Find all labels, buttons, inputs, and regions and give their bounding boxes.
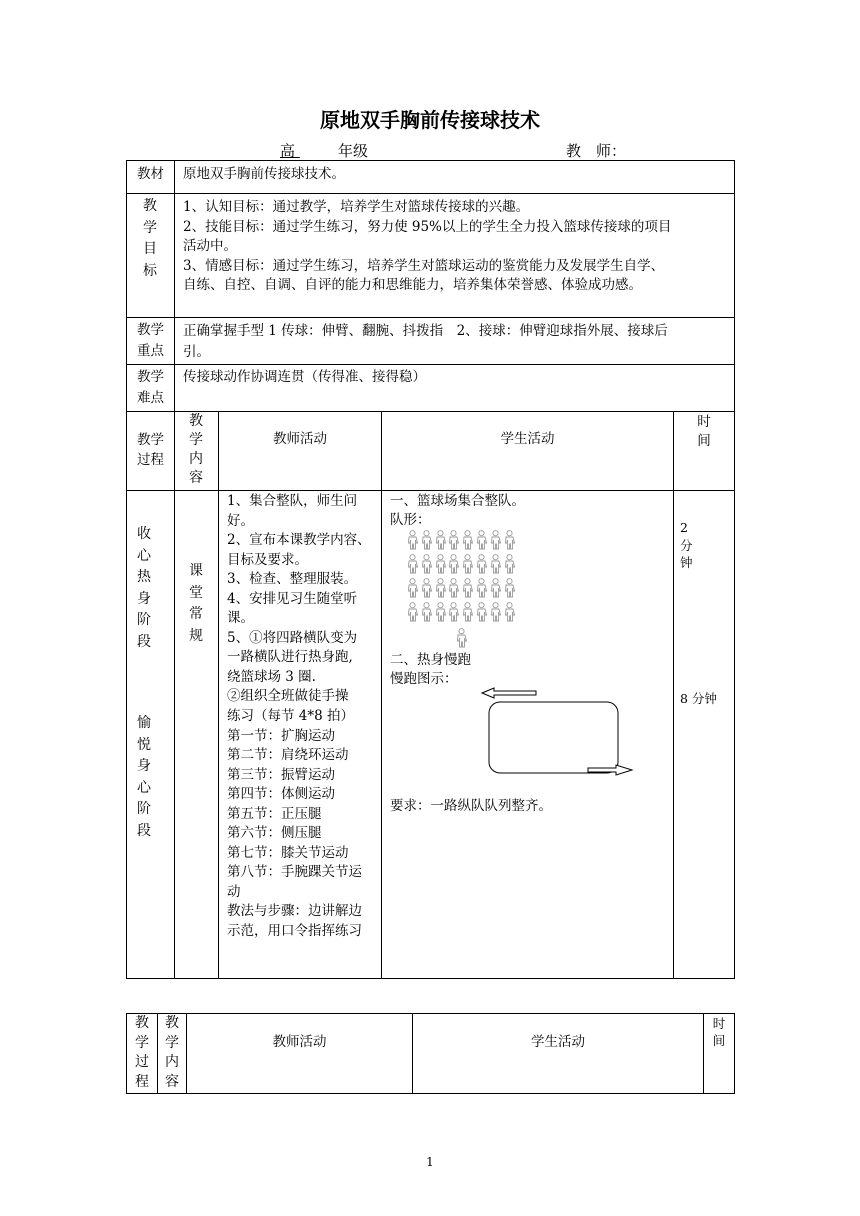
student-figure-icon bbox=[503, 602, 516, 622]
student-figure-icon bbox=[503, 554, 516, 574]
student-figure-icon bbox=[503, 578, 516, 598]
student-figure-icon bbox=[503, 530, 516, 550]
student-figure-icon bbox=[475, 578, 488, 598]
page-number: 1 bbox=[426, 1155, 434, 1169]
student-figure-icon bbox=[461, 602, 474, 622]
stage-warmup: 收 心 热 身 阶 段 bbox=[137, 526, 151, 650]
student-figure-icon bbox=[447, 602, 460, 622]
student-figure-icon bbox=[447, 554, 460, 574]
table2-content: 教 学 内 容 bbox=[165, 1015, 179, 1090]
teacher-figure-icon bbox=[455, 628, 468, 648]
student-figure-icon bbox=[461, 554, 474, 574]
grade-prefix: 高 bbox=[280, 142, 296, 160]
student-figure-icon bbox=[461, 530, 474, 550]
teacher-label: 教 师： bbox=[566, 142, 627, 160]
material-label: 教材 bbox=[137, 166, 164, 182]
content-routine: 课 堂 常 规 bbox=[189, 563, 203, 644]
student-figure-icon bbox=[406, 602, 419, 622]
page-title: 原地双手胸前传接球技术 bbox=[320, 108, 540, 132]
difficulty-content: 传接球动作协调连贯（传得准、接得稳） bbox=[183, 369, 426, 385]
student-figure-icon bbox=[475, 554, 488, 574]
teacher-activity: 1、集合整队，师生问 好。 2、宣布本课教学内容、 目标及要求。 3、检查、整理服装。 4、安排见习生随堂听 课。 5、①将四路横队变为 一路横队进行热身跑, 绕篮球场 3 圈. ②组织全班做徒手操 练习（每节 4*8 拍） 第一节：扩胸运动 第二节：肩绕环运动 第三节：振臂运动 第四节：体侧运动 第五节：正压腿 第六节：侧压腿 第七节：膝关节运动 第八节：手腕踝关节运 动 教法与步骤：边讲解边 示范，用口令指挥练习 bbox=[227, 493, 371, 940]
column-process: 教学 过程 bbox=[137, 432, 164, 468]
student-figure-icon bbox=[434, 578, 447, 598]
student-figure-icon bbox=[489, 578, 502, 598]
student-figure-icon bbox=[406, 530, 419, 550]
material-content: 原地双手胸前传接球技术。 bbox=[183, 166, 345, 182]
student-figure-icon bbox=[447, 578, 460, 598]
student-figure-icon bbox=[489, 554, 502, 574]
student-figure-icon bbox=[475, 602, 488, 622]
student-figure-icon bbox=[420, 554, 433, 574]
table2-process: 教 学 过 程 bbox=[135, 1015, 149, 1090]
table2-student: 学生活动 bbox=[531, 1034, 585, 1050]
grade-label: 年级 bbox=[338, 142, 369, 160]
student-figure-icon bbox=[447, 530, 460, 550]
key-points-label: 教学 重点 bbox=[137, 322, 164, 359]
column-content: 教 学 内 容 bbox=[189, 413, 203, 486]
student-figure-icon bbox=[434, 554, 447, 574]
formation-label: 队形： bbox=[390, 512, 431, 528]
goals-content: 1、认知目标：通过教学，培养学生对篮球传接球的兴趣。 2、技能目标：通过学生练习，努力使 95%以上的学生全力投入篮球传接球的项目 活动中。 3、情感目标：通过学生练习，培养学生对篮球运动的鉴赏能力及发展学生自学、 自练、自控、自调、自评的能力和思维能力，培养集体荣誉感、体验成功感。 bbox=[183, 199, 672, 294]
goals-label: 教 学 目 标 bbox=[143, 198, 157, 279]
key-points-content: 正确掌握手型 1 传球：伸臂、翻腕、抖拨指 2、接球：伸臂迎球指外展、接球后 引。 bbox=[183, 323, 668, 360]
column-student: 学生活动 bbox=[500, 431, 555, 447]
column-teacher: 教师活动 bbox=[273, 431, 327, 447]
student-line1: 一、篮球场集合整队。 bbox=[390, 493, 525, 509]
requirement-text: 要求：一路纵队队列整齐。 bbox=[390, 798, 552, 814]
running-route-diagram bbox=[470, 682, 640, 782]
student-figure-icon bbox=[420, 578, 433, 598]
time-warmup: 2 分 钟 bbox=[680, 520, 693, 570]
arrow-left-icon bbox=[482, 688, 536, 698]
student-figure-icon bbox=[434, 602, 447, 622]
warmup-run-heading: 二、热身慢跑 bbox=[390, 652, 471, 668]
student-figure-icon bbox=[434, 530, 447, 550]
student-figure-icon bbox=[489, 530, 502, 550]
time-run: 8 分钟 bbox=[680, 691, 717, 706]
difficulty-label: 教学 难点 bbox=[137, 369, 164, 406]
table2-time: 时 间 bbox=[712, 1016, 726, 1048]
stage-pleasant: 愉 悦 身 心 阶 段 bbox=[137, 715, 151, 839]
student-figure-icon bbox=[475, 530, 488, 550]
student-figure-icon bbox=[461, 578, 474, 598]
student-figure-icon bbox=[406, 578, 419, 598]
student-figure-icon bbox=[489, 602, 502, 622]
table2-teacher: 教师活动 bbox=[272, 1034, 327, 1050]
run-diagram-label: 慢跑图示： bbox=[390, 671, 458, 687]
student-figure-icon bbox=[420, 602, 433, 622]
student-figure-icon bbox=[406, 554, 419, 574]
student-figure-icon bbox=[420, 530, 433, 550]
column-time: 时 间 bbox=[697, 414, 711, 449]
